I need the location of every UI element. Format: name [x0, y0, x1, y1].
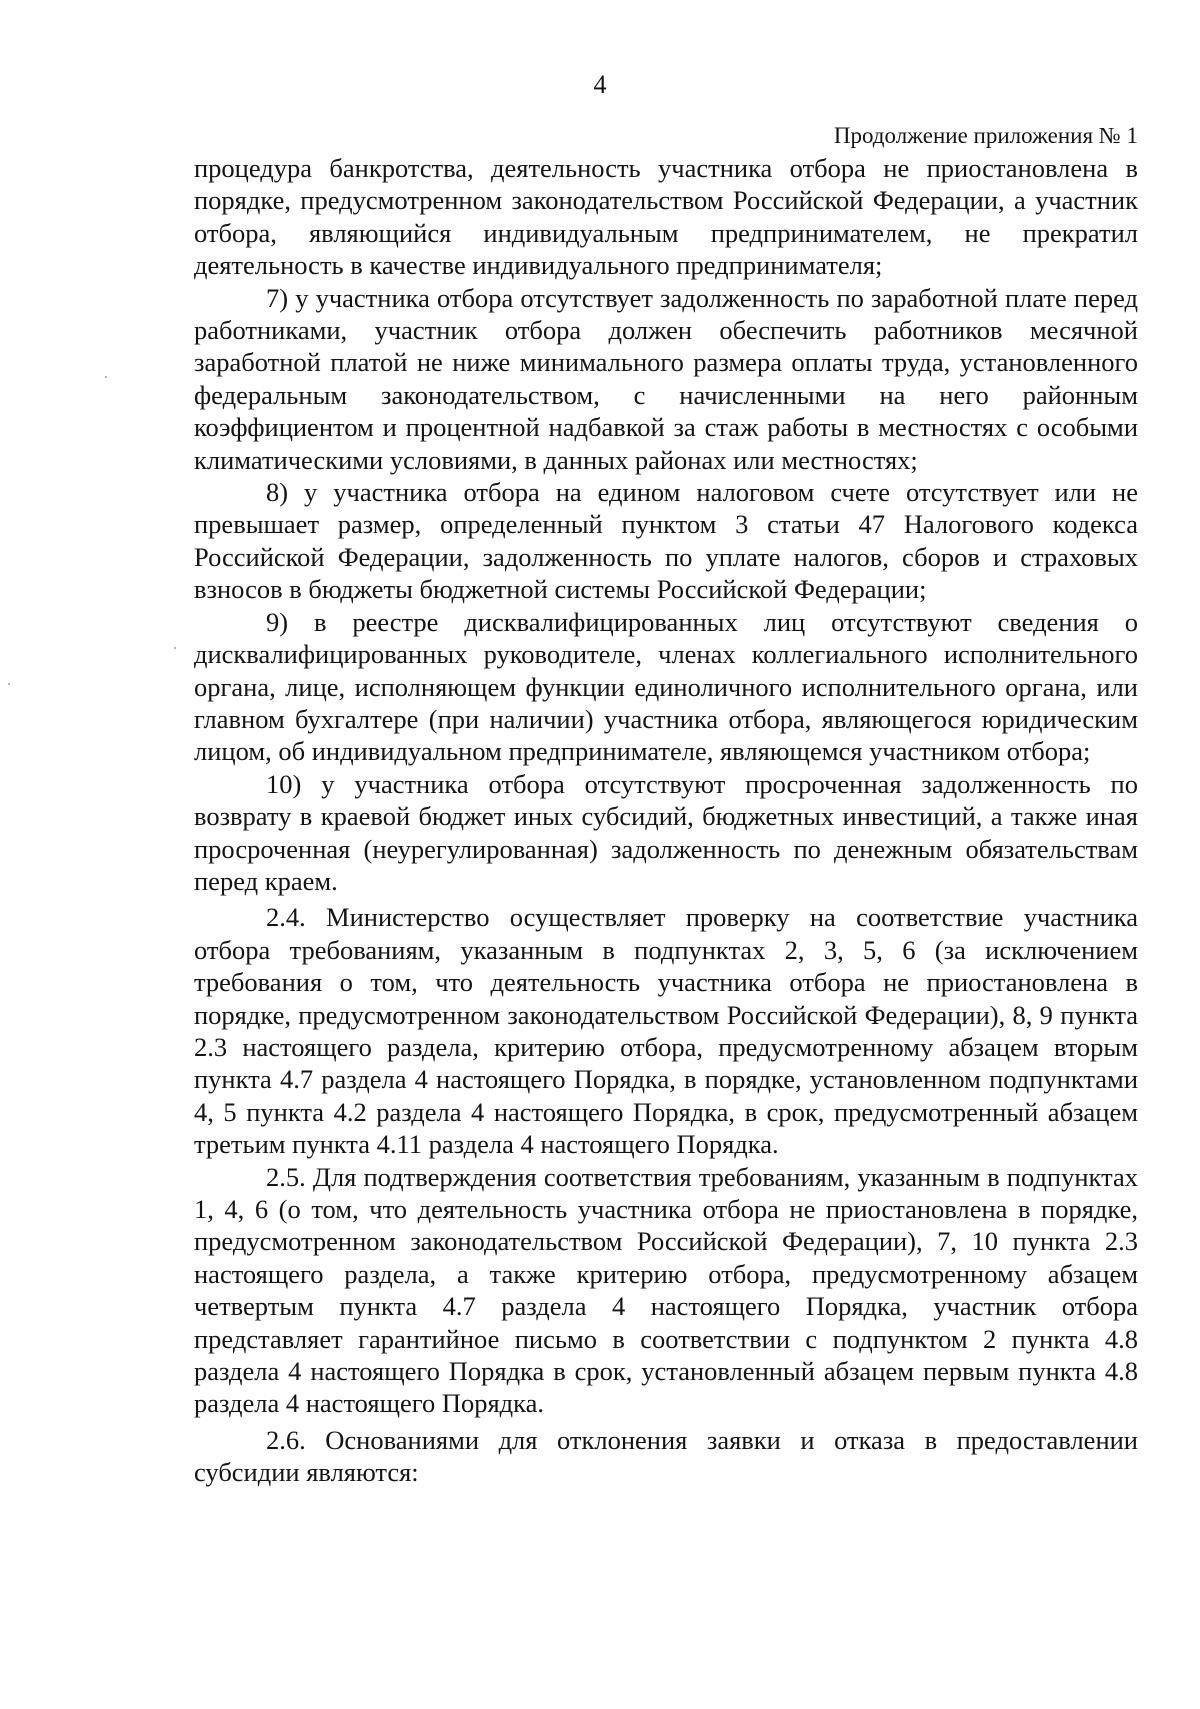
paragraph-section-2-4: 2.4. Министерство осуществляет проверку на соответствие участника отбора требованиям, указанным в подпунктах 2, 3, 5, 6 (за исключением требования о том, что деятельность участника отбора не приостановлена в порядке, предусмотренном законодательством Российской Федерации), 8, 9 пункта 2.3 настоящего раздела, критерию отбора, предусмотренному абзацем вторым пункта 4.7 раздела 4 настоящего Порядка, в порядке, установленном подпунктами 4, 5 пункта 4.2 раздела 4 настоящего Порядка, в срок, предусмотренный абзацем третьим пункта 4.11 раздела 4 настоящего Порядка. — [194, 902, 1138, 1160]
document-body — [194, 152, 1138, 1489]
paragraph-item-9: 9) в реестре дисквалифицированных лиц отсутствуют сведения о дисквалифицированных руководителе, членах коллегиального исполнительного органа, лице, исполняющем функции единоличного исполнительного органа, или главном бухгалтере (при наличии) участника отбора, являющегося юридическим лицом, об индивидуальном предпринимателе, являющемся участником отбора; — [194, 606, 1138, 767]
page-number: 4 — [593, 70, 607, 99]
paragraph-continued-item-6: процедура банкротства, деятельность участника отбора не приостановлена в порядке, предусмотренном законодательством Российской Федерации, а участник отбора, являющийся индивидуальным предпринимателем, не прекратил деятельность в качестве индивидуального предпринимателя; — [194, 153, 1138, 281]
paragraph-item-7: 7) у участника отбора отсутствует задолженность по заработной плате перед работниками, участник отбора должен обеспечить работников месячной заработной платой не ниже минимального размера оплаты труда, установленного федеральным законодательством, с начисленными на него районным коэффициентом и процентной надбавкой за стаж работы в местностях с особыми климатическими условиями, в данных районах или местностях; — [194, 282, 1138, 475]
paragraph-item-10: 10) у участника отбора отсутствуют просроченная задолженность по возврату в краевой бюджет иных субсидий, бюджетных инвестиций, а также иная просроченная (неурегулированная) задолженность по денежным обязательствам перед краем. — [194, 768, 1138, 896]
paragraph-section-2-6: 2.6. Основаниями для отклонения заявки и отказа в предоставлении субсидии являются: — [194, 1424, 1138, 1488]
continuation-header: Продолжение приложения № 1 — [833, 123, 1138, 148]
paragraph-section-2-5: 2.5. Для подтверждения соответствия требованиям, указанным в подпунктах 1, 4, 6 (о том, что деятельность участника отбора не приостановлена в порядке, предусмотренном законодательством Российской Федерации), 7, 10 пункта 2.3 настоящего раздела, а также критерию отбора, предусмотренному абзацем четвертым пункта 4.7 раздела 4 настоящего Порядка, участник отбора представляет гарантийное письмо в соответствии с подпунктом 2 пункта 4.8 раздела 4 настоящего Порядка в срок, установленный абзацем первым пункта 4.8 раздела 4 настоящего Порядка. — [194, 1161, 1138, 1419]
paragraph-item-8: 8) у участника отбора на едином налоговом счете отсутствует или не превышает размер, определенный пунктом 3 статьи 47 Налогового кодекса Российской Федерации, задолженность по уплате налогов, сборов и страховых взносов в бюджеты бюджетной системы Российской Федерации; — [194, 477, 1138, 605]
scan-speck — [174, 647, 176, 649]
scan-speck — [8, 683, 10, 685]
scan-speck — [105, 376, 107, 378]
